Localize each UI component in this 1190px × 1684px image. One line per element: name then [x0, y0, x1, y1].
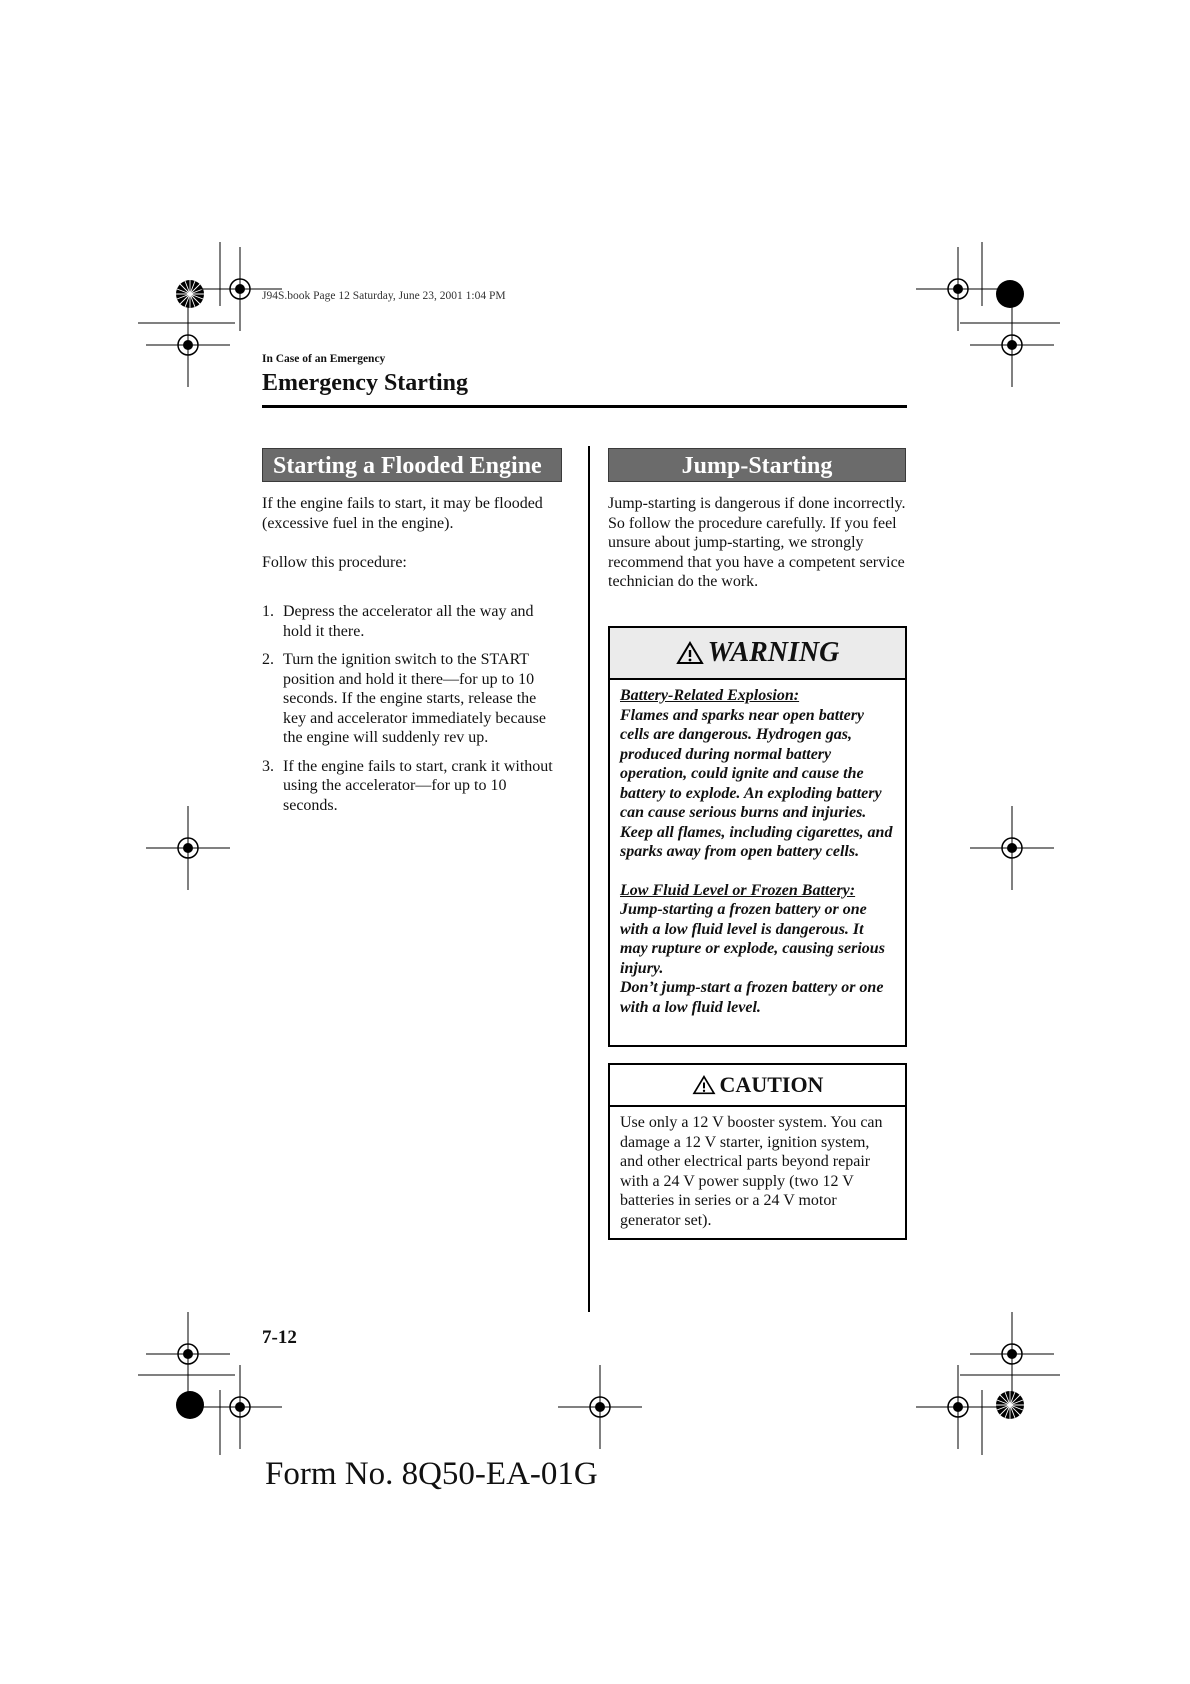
- procedure-step: [262, 602, 562, 641]
- warning-text-dont: Don’t jump-start a frozen battery or one with a low fluid level.: [620, 979, 884, 1016]
- warning-label: WARNING: [707, 637, 840, 668]
- flooded-engine-banner: Starting a Flooded Engine: [262, 448, 562, 482]
- procedure-steps: [262, 602, 562, 824]
- page-title: Emergency Starting: [262, 370, 468, 396]
- jump-starting-intro: Jump-starting is dangerous if done incorrectly. So follow the procedure carefully. If you feel unsure about jump-starting, we strongly recommend that you have a competent service technician do the work.: [608, 495, 906, 590]
- warning-heading-frozen: Low Fluid Level or Frozen Battery:: [620, 881, 856, 899]
- section-label: In Case of an Emergency: [262, 353, 386, 365]
- warning-body: [610, 680, 905, 1017]
- jump-starting-banner: Jump-Starting: [608, 448, 906, 482]
- caution-header: [610, 1065, 905, 1107]
- procedure-intro: Follow this procedure:: [262, 554, 407, 571]
- step-number: 2.: [262, 651, 274, 668]
- form-number: Form No. 8Q50-EA-01G: [265, 1456, 598, 1492]
- warning-box: [608, 626, 907, 1047]
- caution-text: Use only a 12 V booster system. You can damage a 12 V starter, ignition system, and other electrical parts beyond repair with a 24 V power supply (two 12 V batteries in series or a 24 V motor generator set).: [620, 1114, 883, 1229]
- title-rule: [262, 405, 907, 408]
- caution-label: CAUTION: [719, 1072, 824, 1097]
- warning-text-frozen: Jump-starting a frozen battery or one with a low fluid level is dangerous. It may rupture or explode, causing serious injury.: [620, 901, 885, 977]
- page-number: 7-12: [262, 1327, 297, 1348]
- caution-triangle-icon: [692, 1075, 716, 1095]
- step-number: 3.: [262, 757, 274, 775]
- procedure-step: [262, 757, 562, 816]
- warning-heading-explosion: Battery-Related Explosion:: [620, 687, 800, 704]
- print-info: J94S.book Page 12 Saturday, June 23, 2001 1:04 PM: [262, 290, 506, 302]
- flooded-engine-intro: If the engine fails to start, it may be flooded (excessive fuel in the engine).: [262, 495, 543, 532]
- caution-box: [608, 1063, 907, 1240]
- warning-triangle-icon: [676, 641, 704, 665]
- procedure-step: [262, 650, 562, 748]
- caution-body: [610, 1107, 905, 1230]
- step-number: 1.: [262, 603, 274, 620]
- step-text: Depress the accelerator all the way and hold it there.: [283, 603, 534, 640]
- warning-header: [610, 628, 905, 680]
- step-text: Turn the ignition switch to the START position and hold it there—for up to 10 seconds. If the engine starts, release the key and accelerator immediately because the engine will suddenly rev up.: [283, 651, 546, 746]
- warning-text-explosion: Flames and sparks near open battery cells are dangerous. Hydrogen gas, produced during normal battery operation, could ignite and cause the battery to explode. An exploding battery can cause serious burns and injuries. Keep all flames, including cigarettes, and sparks away from open battery cells.: [620, 706, 893, 860]
- step-text: If the engine fails to start, crank it without using the accelerator—for up to 10 seconds.: [283, 757, 553, 814]
- column-divider: [588, 446, 590, 1312]
